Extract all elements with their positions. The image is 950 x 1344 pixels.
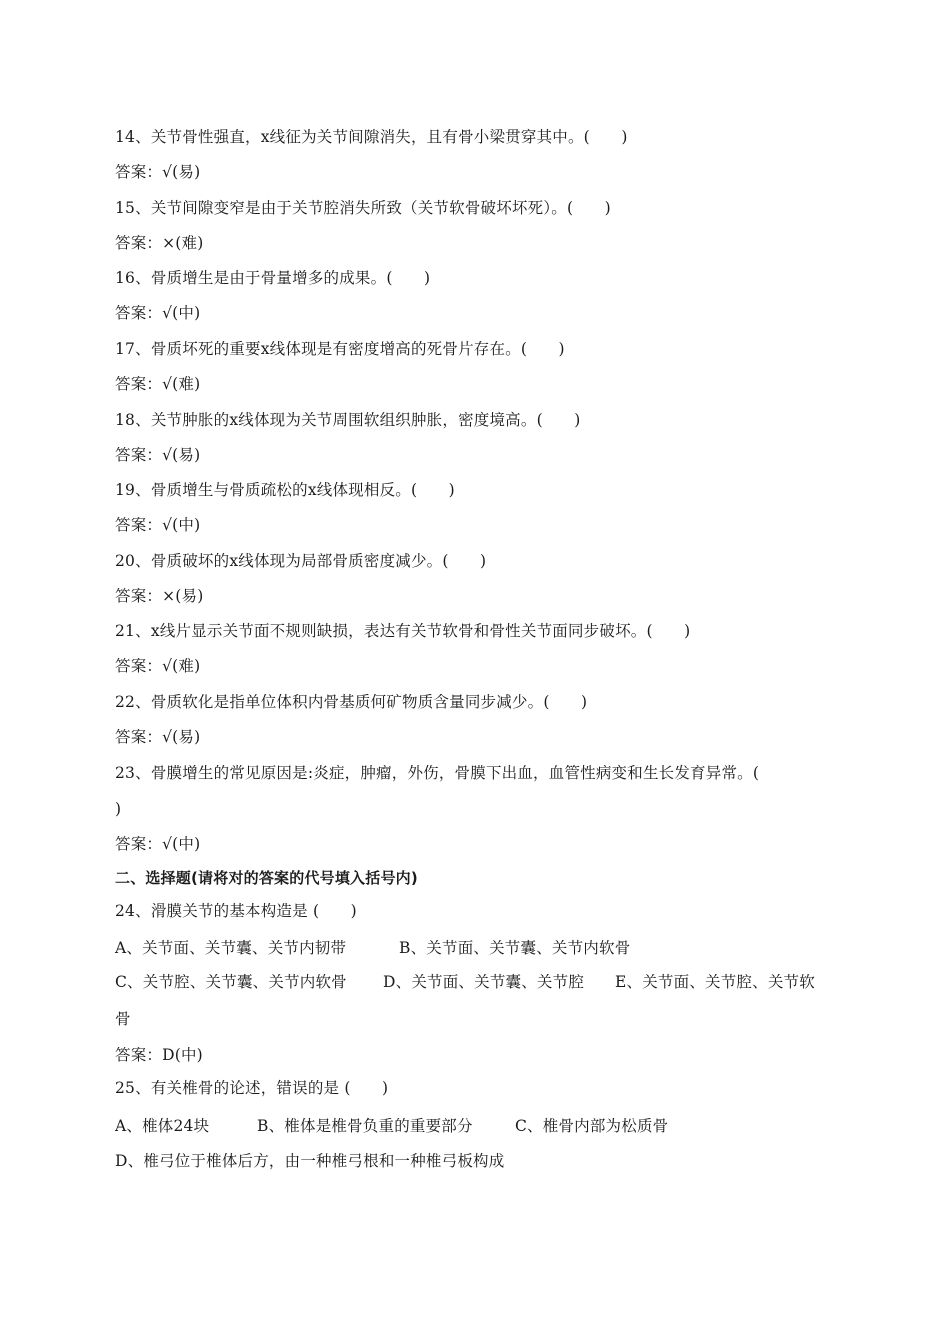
question-22: 22、骨质软化是指单位体积内骨基质何矿物质含量同步减少。( ) — [115, 693, 588, 711]
question-21: 21、x线片显示关节面不规则缺损，表达有关节软骨和骨性关节面同步破坏。( ) — [115, 622, 691, 640]
question-24: 24、滑膜关节的基本构造是 ( ) — [115, 902, 357, 920]
question-19: 19、骨质增生与骨质疏松的x线体现相反。( ) — [115, 481, 455, 499]
question-25: 25、有关椎骨的论述，错误的是 ( ) — [115, 1079, 389, 1097]
answer-16: 答案：√(中) — [115, 304, 201, 322]
answer-20: 答案：×(易) — [115, 587, 204, 605]
question-17: 17、骨质坏死的重要x线体现是有密度增高的死骨片存在。( ) — [115, 340, 565, 358]
option-24-c: C、关节腔、关节囊、关节内软骨 — [115, 973, 347, 991]
option-25-c: C、椎骨内部为松质骨 — [515, 1117, 669, 1135]
question-23-line-1: 23、骨膜增生的常见原因是:炎症，肿瘤，外伤，骨膜下出血，血管性病变和生长发育异常。( — [115, 764, 760, 782]
answer-24: 答案：D(中) — [115, 1046, 203, 1064]
question-24-options-row-1 — [115, 938, 845, 958]
answer-18: 答案：√(易) — [115, 446, 201, 464]
answer-15: 答案：×(难) — [115, 234, 204, 252]
question-25-options-row-2 — [115, 1151, 845, 1171]
option-24-e-wrap: 骨 — [115, 1010, 131, 1028]
question-25-options-row-1 — [115, 1116, 845, 1136]
question-20: 20、骨质破坏的x线体现为局部骨质密度减少。( ) — [115, 552, 487, 570]
answer-19: 答案：√(中) — [115, 516, 201, 534]
question-24-options-row-2 — [115, 972, 845, 992]
answer-22: 答案：√(易) — [115, 728, 201, 746]
question-14: 14、关节骨性强直，x线征为关节间隙消失，且有骨小梁贯穿其中。( ) — [115, 128, 628, 146]
option-25-d: D、椎弓位于椎体后方，由一种椎弓根和一种椎弓板构成 — [115, 1152, 505, 1170]
question-23-line-2: ) — [115, 800, 122, 818]
option-24-a: A、关节面、关节囊、关节内韧带 — [115, 939, 347, 957]
option-24-e: E、关节面、关节腔、关节软 — [615, 973, 815, 991]
section-heading: 二、选择题(请将对的答案的代号填入括号内) — [115, 869, 418, 887]
answer-21: 答案：√(难) — [115, 657, 201, 675]
answer-14: 答案：√(易) — [115, 163, 201, 181]
option-25-b: B、椎体是椎骨负重的重要部分 — [257, 1117, 473, 1135]
answer-23: 答案：√(中) — [115, 835, 201, 853]
option-24-b: B、关节面、关节囊、关节内软骨 — [399, 939, 631, 957]
question-16: 16、骨质增生是由于骨量增多的成果。( ) — [115, 269, 431, 287]
question-18: 18、关节肿胀的x线体现为关节周围软组织肿胀，密度境高。( ) — [115, 411, 581, 429]
question-15: 15、关节间隙变窄是由于关节腔消失所致（关节软骨破坏坏死）。( ) — [115, 199, 611, 217]
option-24-d: D、关节面、关节囊、关节腔 — [383, 973, 585, 991]
answer-17: 答案：√(难) — [115, 375, 201, 393]
option-25-a: A、椎体24块 — [115, 1117, 210, 1135]
